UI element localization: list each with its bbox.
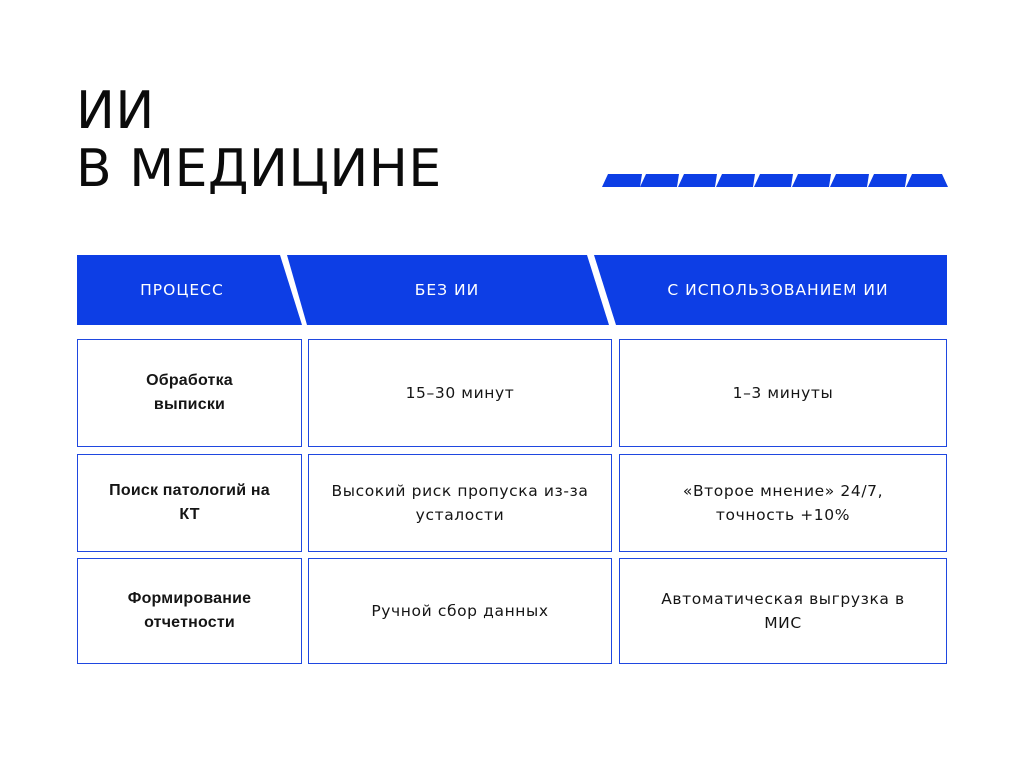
row-3-without-ai-text: Ручной сбор данных [371,602,549,620]
row-2-without-ai-text: Высокий риск пропуска из-за усталости [331,482,589,524]
row-1-without-ai-text: 15–30 минут [405,384,515,402]
row-3-process [77,558,302,664]
page-title-line-1: ИИ [76,81,155,141]
row-3-with-ai [619,558,947,664]
row-2-with-ai-text: «Второе мнение» 24/7, точность +10% [682,482,884,524]
decorative-stripe [602,174,948,187]
row-1-with-ai-text: 1–3 минуты [732,384,834,402]
table-header [77,255,947,325]
header-without-ai: БЕЗ ИИ [414,281,480,299]
row-2-with-ai [619,454,947,552]
header-with-ai: С ИСПОЛЬЗОВАНИЕМ ИИ [667,281,889,299]
page-title [76,82,442,198]
row-3-without-ai [308,558,612,664]
row-3-process-text: Формирование отчетности [127,590,252,631]
page-title-line-2: В МЕДИЦИНЕ [76,139,442,199]
row-1-process-text: Обработка выписки [146,372,233,413]
row-2-process-text: Поиск патологий на КТ [109,482,270,523]
row-3-with-ai-text: Автоматическая выгрузка в МИС [661,590,905,632]
row-2-process [77,454,302,552]
row-1-without-ai [308,339,612,447]
header-process: ПРОЦЕСС [140,281,224,299]
row-1-with-ai [619,339,947,447]
row-2-without-ai [308,454,612,552]
row-1-process [77,339,302,447]
